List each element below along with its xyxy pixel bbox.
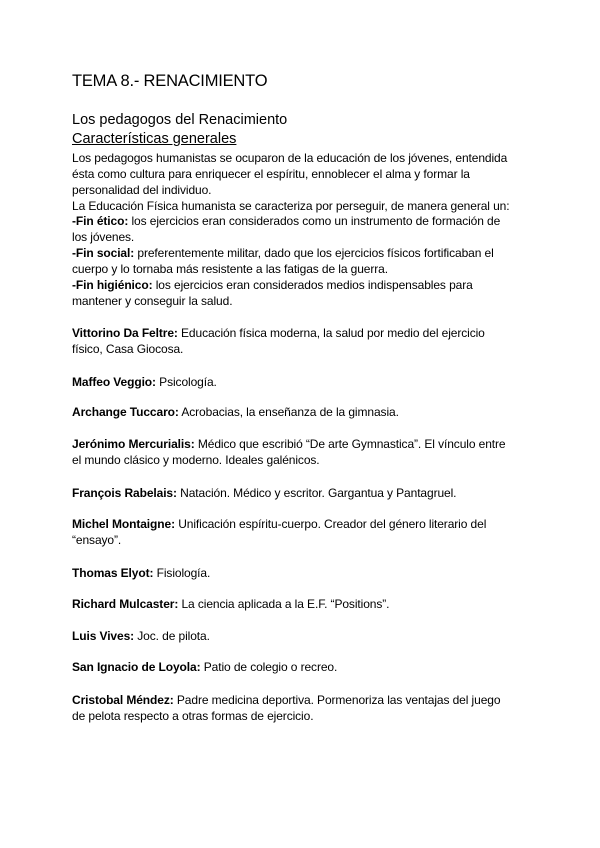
- section-heading: Características generales: [72, 131, 237, 147]
- pedagogue-text: Fisiología.: [153, 566, 211, 580]
- pedagogue-entry: [72, 566, 210, 580]
- pedagogue-name: Thomas Elyot:: [72, 566, 154, 580]
- pedagogue-entry: [72, 375, 217, 389]
- pedagogue-name: François Rabelais:: [72, 486, 177, 500]
- pedagogue-name: Jerónimo Mercurialis:: [72, 437, 195, 451]
- aim-label: -Fin higiénico:: [72, 278, 153, 292]
- aim-continuation: cuerpo y lo tornaba más resistente a las fatigas de la guerra.: [72, 262, 388, 276]
- pedagogue-text: Natación. Médico y escritor. Gargantua y Pantagruel.: [176, 486, 457, 500]
- pedagogue-continuation: el mundo clásico y moderno. Ideales galénicos.: [72, 453, 320, 467]
- pedagogue-name: Richard Mulcaster:: [72, 597, 179, 611]
- aim-item: [72, 278, 473, 292]
- aim-label: -Fin ético:: [72, 214, 129, 228]
- pedagogue-text: Psicología.: [155, 375, 217, 389]
- intro-line: La Educación Física humanista se caracteriza por perseguir, de manera general un:: [72, 199, 510, 213]
- pedagogue-entry: [72, 660, 337, 674]
- pedagogue-name: San Ignacio de Loyola:: [72, 660, 201, 674]
- pedagogue-text: Unificación espíritu-cuerpo. Creador del género literario del: [174, 517, 487, 531]
- pedagogue-text: Padre medicina deportiva. Pormenoriza las ventajas del juego: [173, 693, 501, 707]
- pedagogue-text: Acrobacias, la enseñanza de la gimnasia.: [178, 405, 399, 419]
- pedagogue-entry: [72, 326, 485, 340]
- pedagogue-name: Archange Tuccaro:: [72, 405, 179, 419]
- aim-continuation: mantener y conseguir la salud.: [72, 294, 233, 308]
- pedagogue-continuation: físico, Casa Giocosa.: [72, 342, 184, 356]
- pedagogue-entry: [72, 693, 500, 707]
- intro-line: Los pedagogos humanistas se ocuparon de la educación de los jóvenes, entendida: [72, 151, 508, 165]
- aim-item: [72, 214, 500, 228]
- aim-continuation: los jóvenes.: [72, 230, 135, 244]
- pedagogue-entry: [72, 517, 486, 531]
- aim-text: los ejercicios eran considerados como un instrumento de formación de: [128, 214, 501, 228]
- pedagogue-name: Luis Vives:: [72, 629, 135, 643]
- pedagogue-entry: [72, 437, 506, 451]
- aim-text: los ejercicios eran considerados medios indispensables para: [152, 278, 473, 292]
- pedagogue-text: Médico que escribió “De arte Gymnastica”. El vínculo entre: [194, 437, 506, 451]
- aim-text: preferentemente militar, dado que los ejercicios físicos fortificaban el: [134, 246, 494, 260]
- pedagogue-continuation: de pelota respecto a otras formas de ejercicio.: [72, 709, 314, 723]
- pedagogue-name: Vittorino Da Feltre:: [72, 326, 178, 340]
- pedagogue-text: Joc. de pilota.: [134, 629, 210, 643]
- pedagogue-text: Educación física moderna, la salud por medio del ejercicio: [177, 326, 485, 340]
- pedagogue-entry: [72, 597, 389, 611]
- pedagogue-entry: [72, 405, 399, 419]
- pedagogue-entry: [72, 486, 456, 500]
- aim-label: -Fin social:: [72, 246, 135, 260]
- pedagogue-text: Patio de colegio o recreo.: [200, 660, 338, 674]
- page-title: TEMA 8.- RENACIMIENTO: [72, 72, 268, 90]
- intro-line: ésta como cultura para enriquecer el espíritu, ennoblecer el alma y formar la: [72, 167, 470, 181]
- pedagogue-name: Michel Montaigne:: [72, 517, 175, 531]
- pedagogue-text: La ciencia aplicada a la E.F. “Positions”.: [178, 597, 390, 611]
- pedagogue-name: Cristobal Méndez:: [72, 693, 174, 707]
- page-subtitle: Los pedagogos del Renacimiento: [72, 112, 288, 128]
- pedagogue-continuation: “ensayo”.: [72, 533, 122, 547]
- pedagogue-name: Maffeo Veggio:: [72, 375, 156, 389]
- aim-item: [72, 246, 494, 260]
- pedagogue-entry: [72, 629, 210, 643]
- intro-line: personalidad del individuo.: [72, 183, 212, 197]
